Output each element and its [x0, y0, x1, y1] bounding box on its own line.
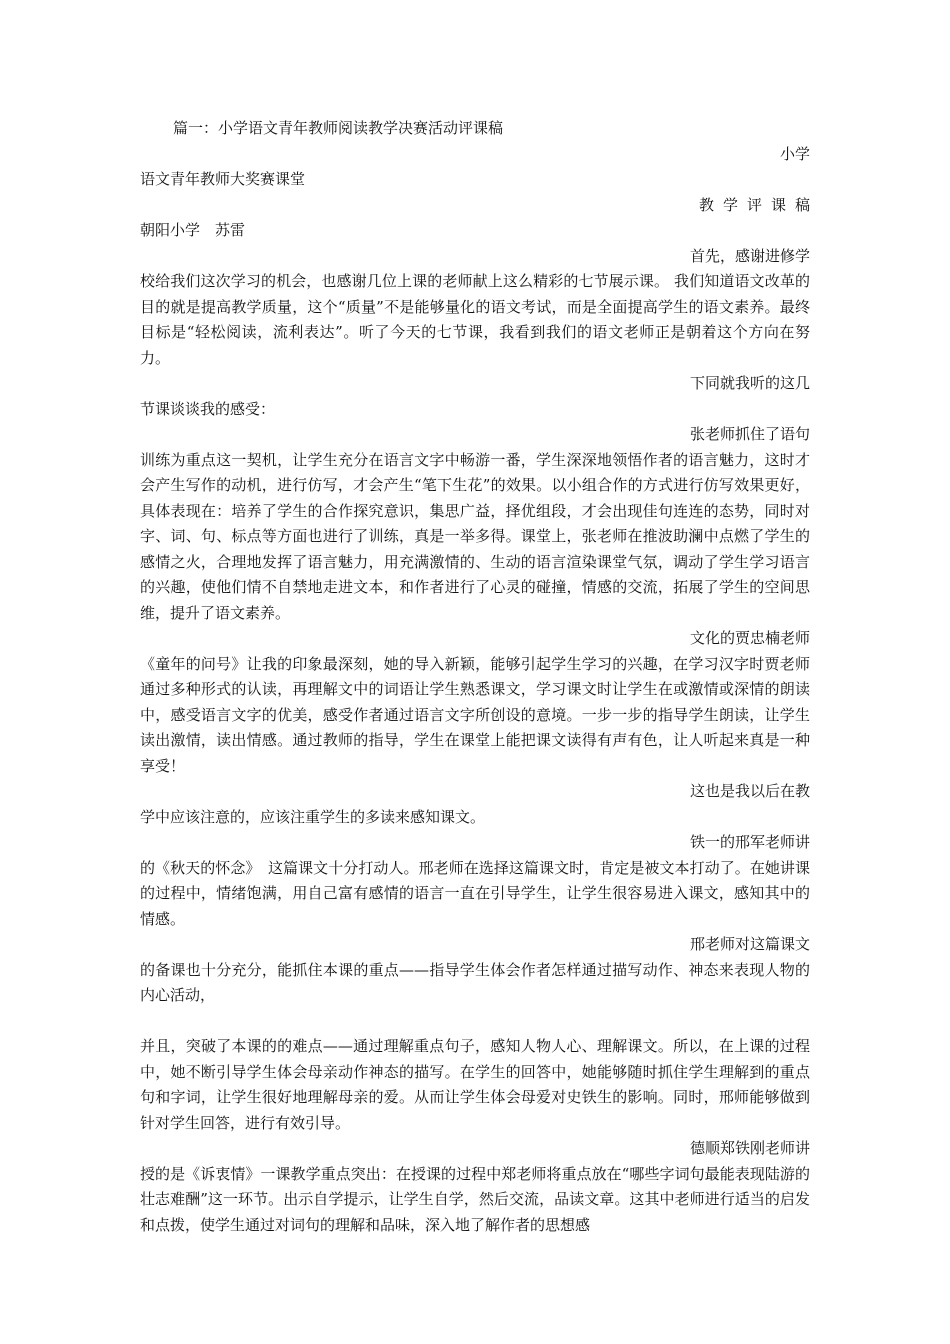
- paragraph: 校给我们这次学习的机会，也感谢几位上课的老师献上这么精彩的七节展示课。 我们知道语文改革的目的就是提高教学质量，这个“质量”不是能够量化的语文考试，而是全面提高学生的语文素养。最终目标是“轻松阅读，流利表达”。听了今天的七节课，我看到我们的语文老师正是朝着这个方向在努力。: [140, 272, 810, 367]
- blank-line: [140, 1009, 810, 1035]
- paragraph: 的《秋天的怀念》 这篇课文十分打动人。邢老师在选择这篇课文时，肯定是被文本打动了。在她讲课的过程中，情绪饱满，用自己富有感情的语言一直在引导学生，让学生很容易进入课文，感知其中的情感。: [140, 858, 810, 928]
- paragraph-lead: 铁一的邢军老师讲: [689, 833, 810, 851]
- document-title: 篇一：小学语文青年教师阅读教学决赛活动评课稿: [173, 119, 504, 137]
- paragraph-lead: 下同就我听的这几: [689, 374, 810, 392]
- paragraph-lead: 德顺郑铁刚老师讲: [689, 1139, 810, 1157]
- paragraph-lead: 这也是我以后在教: [689, 782, 810, 800]
- paragraph-lead: 张老师抓住了语句: [689, 425, 810, 443]
- paragraph: 并且，突破了本课的的难点——通过理解重点句子，感知人物人心、理解课文。所以，在上课的过程中，她不断引导学生体会母亲动作神态的描写。在学生的回答中，她能够随时抓住学生理解到的重点句和字词，让学生很好地理解母亲的爱。从而让学生体会母爱对史铁生的影响。同时，邢师能够做到针对学生回答，进行有效引导。: [140, 1037, 810, 1132]
- paragraph-lead: 文化的贾忠楠老师: [689, 629, 810, 647]
- heading-line-1: 小学: [779, 144, 810, 163]
- paragraph: 授的是《诉衷情》一课教学重点突出：在授课的过程中郑老师将重点放在“哪些字词句最能表现陆游的壮志难酬”这一环节。出示自学提示，让学生自学，然后交流，品读文章。这其中老师进行适当的启发和点拨，使学生通过对词句的理解和品味，深入地了解作者的思想感: [140, 1164, 810, 1234]
- heading-line-3: 教学评课稿: [698, 195, 819, 214]
- document-body: [140, 116, 819, 1238]
- heading-line-2: 语文青年教师大奖赛课堂: [140, 170, 306, 188]
- paragraph: 节课谈谈我的感受：: [140, 399, 276, 418]
- author-line: 朝阳小学 苏雷: [140, 221, 246, 239]
- paragraph-lead: 邢老师对这篇课文: [689, 935, 810, 953]
- paragraph: 训练为重点这一契机，让学生充分在语言文字中畅游一番，学生深深地领悟作者的语言魅力，这时才会产生写作的动机，进行仿写，才会产生“笔下生花”的效果。以小组合作的方式进行仿写效果更好，具体表现在：培养了学生的合作探究意识，集思广益，择优组段，才会出现佳句连连的态势，同时对字、词、句、标点等方面也进行了训练，真是一举多得。课堂上，张老师在推波助澜中点燃了学生的感情之火，合理地发挥了语言魅力，用充满激情的、生动的语言渲染课堂气氛，调动了学生学习语言的兴趣，使他们情不自禁地走进文本，和作者进行了心灵的碰撞，情感的交流，拓展了学生的空间思维，提升了语文素养。: [140, 450, 810, 622]
- paragraph: 《童年的问号》让我的印象最深刻，她的导入新颖，能够引起学生学习的兴趣，在学习汉字时贾老师通过多种形式的认读，再理解文中的词语让学生熟悉课文，学习课文时让学生在或激情或深情的朗读中，感受语言文字的优美，感受作者通过语言文字所创设的意境。一步一步的指导学生朗读，让学生读出激情，读出情感。通过教师的指导，学生在课堂上能把课文读得有声有色，让人听起来真是一种享受！: [140, 654, 810, 775]
- paragraph: 的备课也十分充分，能抓住本课的重点——指导学生体会作者怎样通过描写动作、神态来表现人物的内心活动，: [140, 960, 810, 1004]
- paragraph: 学中应该注意的，应该注重学生的多读来感知课文。: [140, 807, 486, 826]
- paragraph-lead: 首先，感谢进修学: [689, 246, 810, 265]
